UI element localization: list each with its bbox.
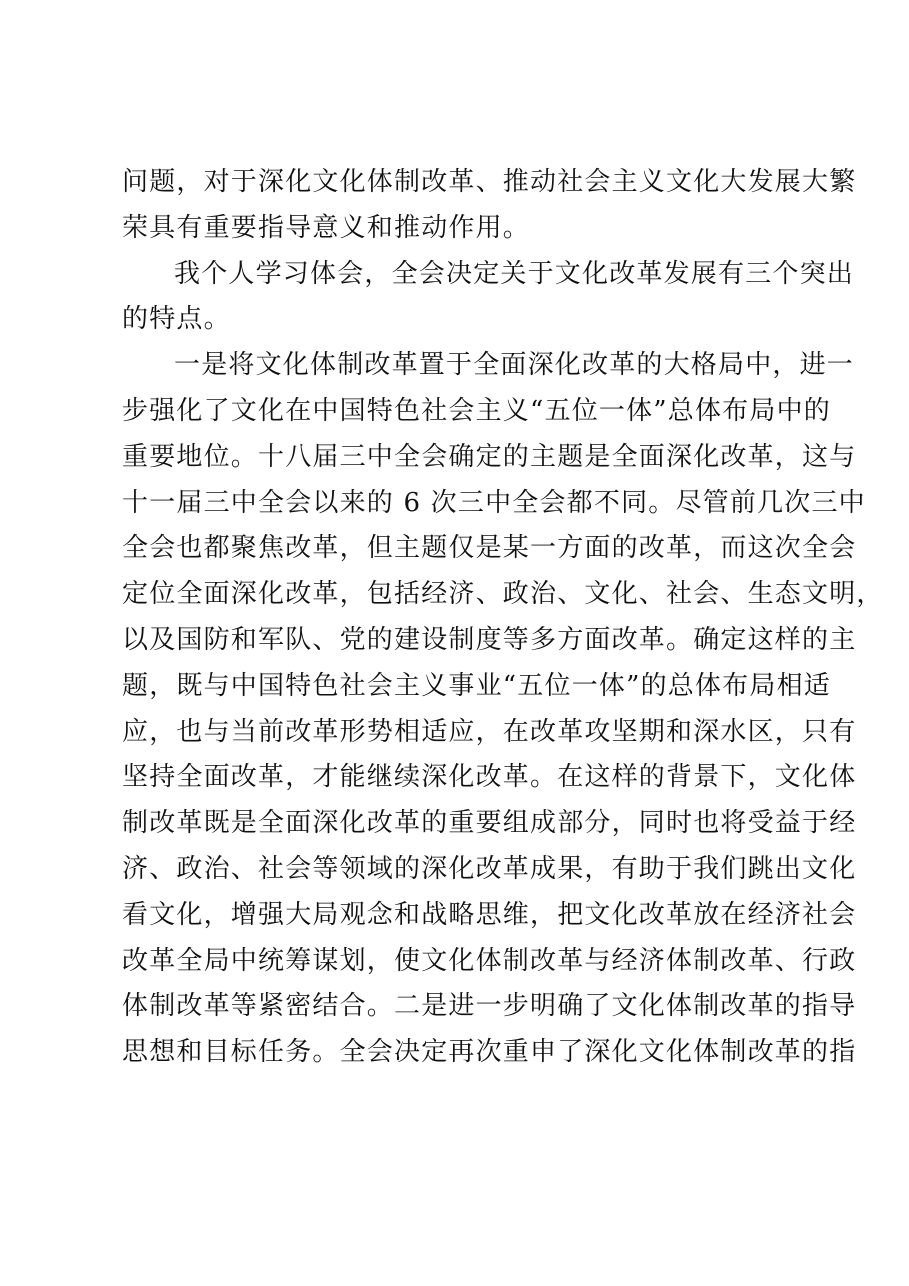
text-line: 以及国防和军队、党的建设制度等多方面改革。确定这样的主 [122, 624, 857, 655]
text-line: 问题，对于深化文化体制改革、推动社会主义文化大发展大繁 [122, 167, 857, 197]
text-line: 题，既与中国特色社会主义事业“五位一体”的总体布局相适 [122, 670, 831, 701]
text-line: 定位全面深化改革，包括经济、政治、文化、社会、生态文明， [122, 579, 884, 610]
text-line: 制改革既是全面深化改革的重要组成部分，同时也将受益于经 [122, 808, 857, 839]
paragraph-start-line: 我个人学习体会，全会决定关于文化改革发展有三个突出 [174, 258, 855, 289]
text-line: 看文化，增强大局观念和战略思维，把文化改革放在经济社会 [122, 899, 857, 930]
text-line: 思想和目标任务。全会决定再次重申了深化文化体制改革的指 [122, 1037, 857, 1068]
text-line: 荣具有重要指导意义和推动作用。 [122, 212, 531, 243]
text-line: 全会也都聚焦改革，但主题仅是某一方面的改革，而这次全会 [122, 533, 857, 564]
text-line: 济、政治、社会等领域的深化改革成果，有助于我们跳出文化 [122, 853, 857, 884]
text-line: 改革全局中统筹谋划，使文化体制改革与经济体制改革、行政 [122, 945, 857, 976]
text-line: 体制改革等紧密结合。二是进一步明确了文化体制改革的指导 [122, 991, 857, 1022]
text-line: 应，也与当前改革形势相适应，在改革攻坚期和深水区，只有 [122, 716, 857, 747]
text-line: 坚持全面改革，才能继续深化改革。在这样的背景下，文化体 [122, 762, 857, 793]
text-line: 重要地位。十八届三中全会确定的主题是全面深化改革，这与 [122, 441, 857, 472]
body-text [122, 160, 884, 1076]
text-line: 十一届三中全会以来的 6 次三中全会都不同。尽管前几次三中 [122, 487, 866, 518]
text-line: 步强化了文化在中国特色社会主义“五位一体”总体布局中的 [122, 395, 831, 426]
text-line: 的特点。 [122, 304, 231, 335]
paragraph-start-line: 一是将文化体制改革置于全面深化改革的大格局中，进一 [174, 350, 855, 381]
